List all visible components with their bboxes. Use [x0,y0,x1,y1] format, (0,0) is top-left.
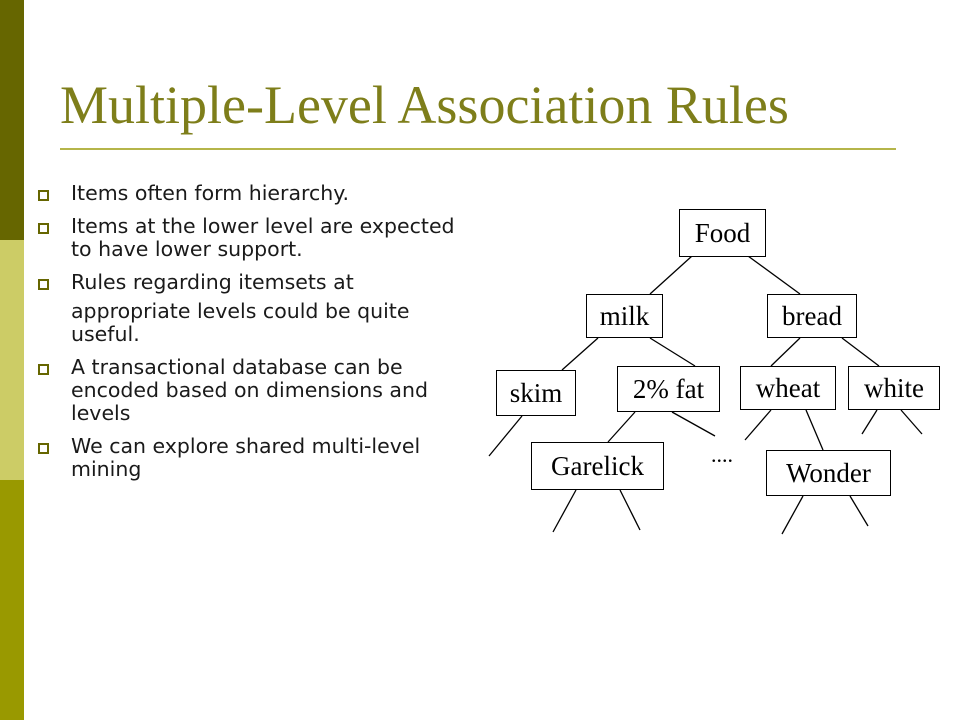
tree-ellipsis: .... [711,442,733,467]
edge-food-milk [650,256,692,294]
edge-white-child-left [862,410,877,434]
edge-wonder-left [782,496,803,534]
bullet-text: A transactional database can be encoded based on dimensions and levels [71,355,428,425]
edge-food-bread [748,256,800,294]
edge-garelick-left [553,490,576,532]
edge-milk-skim [562,338,598,370]
edge-2fat-garelick [608,412,635,442]
tree-node-bread: bread [767,294,857,338]
edge-bread-white [842,338,879,366]
tree-node-skim: skim [496,370,576,416]
bullet-text: Rules regarding itemsets at [71,270,354,294]
edge-skim-child [489,416,522,456]
edge-milk-2fat [650,338,695,366]
bullet-text: Items often form hierarchy. [71,181,349,205]
tree-node-milk: milk [586,294,663,338]
edge-white-child-right [901,410,922,434]
bullet-text: appropriate levels could be quite useful. [71,299,410,346]
tree-node-wonder: Wonder [766,450,891,496]
tree-node-white: white [848,366,940,410]
edge-bread-wheat [771,338,800,366]
edge-wonder-right [850,496,868,526]
edge-2fat-child [672,412,715,436]
edge-garelick-right [620,490,640,530]
tree-node-food: Food [679,209,766,257]
tree-node-garelick: Garelick [531,442,664,490]
tree-node-2pct-fat: 2% fat [617,366,720,412]
bullet-text: Items at the lower level are expected to have lower support. [71,214,455,261]
edge-wheat-wonder [806,410,823,450]
bullet-text: We can explore shared multi-level mining [71,434,421,481]
slide-title: Multiple-Level Association Rules [60,75,789,135]
tree-node-wheat: wheat [740,366,836,410]
edge-wheat-child [745,410,771,440]
